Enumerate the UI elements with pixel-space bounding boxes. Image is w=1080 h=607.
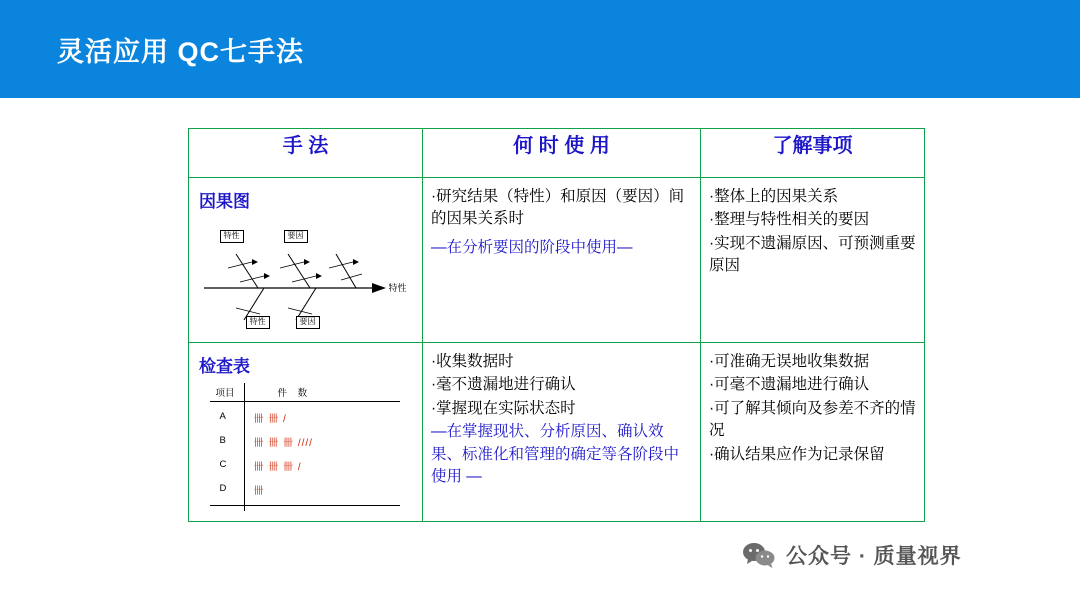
cell-when-checksheet <box>423 343 701 522</box>
cell-when-fishbone <box>423 178 701 343</box>
checksheet-col-count: 件 数 <box>277 388 312 399</box>
when-item-highlight: —在掌握现状、分析原因、确认效果、标准化和管理的确定等各阶段中使用 — <box>431 423 680 486</box>
note-item: ·实现不遗漏原因、可预测重要原因 <box>709 234 916 275</box>
checksheet-row-tally: 卌 <box>253 486 265 497</box>
header-cell-method <box>189 129 423 178</box>
fishbone-box-top-right: 要因 <box>284 230 308 243</box>
note-item: ·可准确无误地收集数据 <box>709 353 870 370</box>
method-title-fishbone: 因果图 <box>199 192 250 211</box>
qc-methods-table <box>188 128 924 533</box>
checksheet-rule-bottom <box>210 505 400 506</box>
checksheet-col-item: 项目 <box>215 388 235 399</box>
note-item: ·可毫不遗漏地进行确认 <box>709 376 870 394</box>
table-row <box>189 343 925 522</box>
checksheet-row-label: C <box>219 459 227 470</box>
when-item-highlight: —在分析要因的阶段中使用— <box>431 238 633 256</box>
header-label-notes: 了解事项 <box>772 135 853 157</box>
cell-notes-checksheet <box>701 343 925 522</box>
header-cell-notes <box>701 129 925 178</box>
fishbone-diagram <box>196 216 416 336</box>
when-to-use-list-fishbone <box>423 178 700 268</box>
notes-list-checksheet <box>701 343 924 475</box>
fishbone-box-bottom-right: 要因 <box>296 316 320 329</box>
table-header-row <box>189 129 925 178</box>
when-item: ·掌握现在实际状态时 <box>431 399 576 417</box>
footer-watermark <box>742 540 962 570</box>
notes-list-fishbone <box>701 178 924 287</box>
method-title-checksheet: 检查表 <box>199 357 250 376</box>
note-item: ·确认结果应作为记录保留 <box>709 445 885 463</box>
checksheet-row-tally: 卌 卌 卌 //// <box>253 438 313 449</box>
note-item: ·可了解其倾向及参差不齐的情况 <box>709 399 916 440</box>
note-item: ·整理与特性相关的要因 <box>709 211 870 229</box>
checksheet-row-label: B <box>219 435 226 446</box>
checksheet-row-label: A <box>219 411 226 422</box>
cell-method-fishbone <box>189 178 423 343</box>
header-label-method: 手 法 <box>282 135 329 157</box>
when-to-use-list-checksheet <box>423 343 700 498</box>
header-label-when: 何 时 使 用 <box>513 135 610 157</box>
check-sheet-diagram <box>206 383 406 513</box>
footer-label: 公众号 · 质量视界 <box>786 545 962 568</box>
header-cell-when <box>423 129 701 178</box>
cell-notes-fishbone <box>701 178 925 343</box>
checksheet-rule-vertical <box>244 383 245 511</box>
when-item: ·研究结果（特性）和原因（要因）间的因果关系时 <box>431 188 685 228</box>
checksheet-row-label: D <box>219 483 227 494</box>
note-item: ·整体上的因果关系 <box>709 188 839 205</box>
page-title: 灵活应用 QC七手法 <box>57 37 305 67</box>
fishbone-box-top-left: 特性 <box>220 230 244 243</box>
cell-method-checksheet <box>189 343 423 522</box>
checksheet-row-tally: 卌 卌 卌 / <box>253 462 302 473</box>
fishbone-axis-label: 特性 <box>388 283 407 293</box>
fishbone-box-bottom-left: 特性 <box>246 316 270 329</box>
checksheet-row-tally: 卌 卌 / <box>253 414 287 425</box>
wechat-icon <box>742 541 776 569</box>
when-item: ·毫不遗漏地进行确认 <box>431 376 576 394</box>
when-item: ·收集数据时 <box>431 353 514 370</box>
checksheet-rule-top <box>210 401 400 402</box>
table-row <box>189 178 925 343</box>
